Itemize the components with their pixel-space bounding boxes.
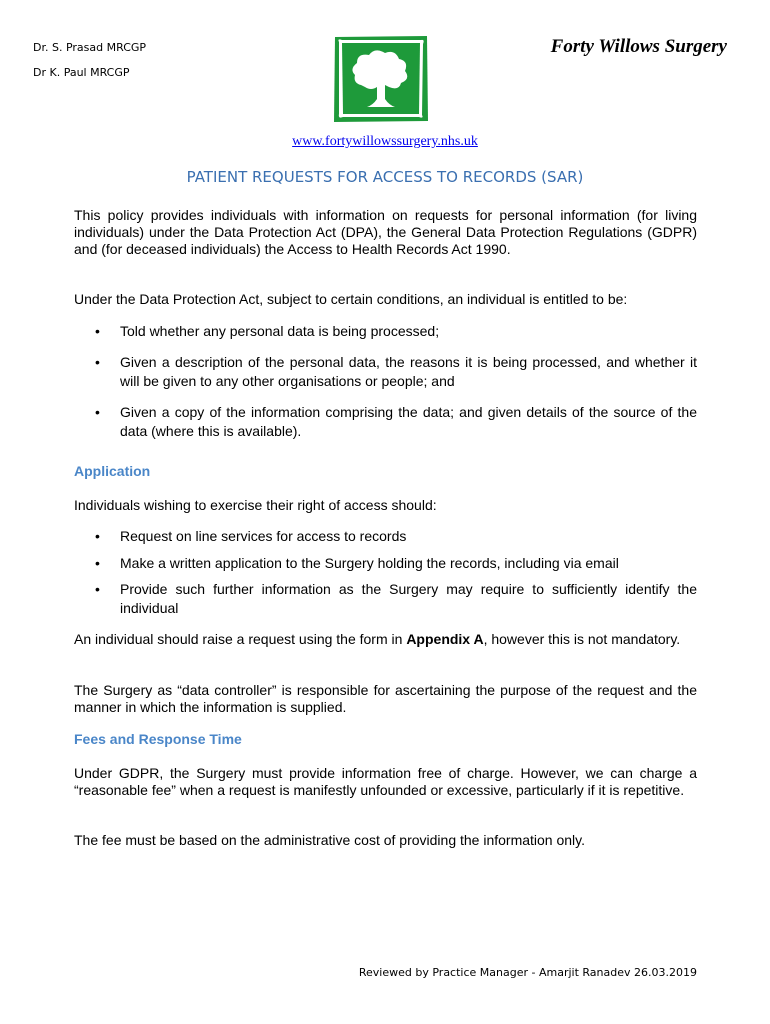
dpa-bullet-list xyxy=(74,322,697,441)
bullet-icon: • xyxy=(95,581,100,597)
list-item: • Request on line services for access to records xyxy=(95,528,407,544)
list-item: • Provide such further information as the Surgery may require to sufficiently identify the individual xyxy=(95,581,697,616)
page-title: PATIENT REQUESTS FOR ACCESS TO RECORDS (SAR) xyxy=(186,168,584,186)
fee-basis-paragraph: The fee must be based on the administrative cost of providing the information only. xyxy=(74,832,586,848)
bullet-icon: • xyxy=(95,404,100,420)
application-intro: Individuals wishing to exercise their right of access should: xyxy=(74,497,437,513)
appendix-reference: Appendix A xyxy=(406,631,484,647)
review-footer: Reviewed by Practice Manager - Amarjit Ranadev 26.03.2019 xyxy=(358,966,697,979)
intro-paragraph: This policy provides individuals with information on requests for personal information (for living individuals) under the Data Protection Act (DPA), the General Data Protection Regulations (GDPR) and (for deceased individuals) the Access to Health Records Act 1990. xyxy=(74,207,697,257)
tree-logo-icon xyxy=(331,33,431,125)
application-bullet-list xyxy=(74,527,697,618)
doctor-name-1: Dr. S. Prasad MRCGP xyxy=(33,41,147,54)
bullet-icon: • xyxy=(95,354,100,370)
list-item: • Make a written application to the Surgery holding the records, including via email xyxy=(95,555,619,571)
appendix-paragraph: An individual should raise a request using the form in Appendix A, however this is not mandatory. xyxy=(74,631,681,647)
data-controller-paragraph: The Surgery as “data controller” is responsible for ascertaining the purpose of the request and the manner in which the information is supplied. xyxy=(74,682,697,715)
gdpr-fee-paragraph: Under GDPR, the Surgery must provide information free of charge. However, we can charge a “reasonable fee” when a request is manifestly unfounded or excessive, particularly if it is repetitive. xyxy=(74,765,697,798)
dpa-intro: Under the Data Protection Act, subject to certain conditions, an individual is entitled to be: xyxy=(74,291,628,307)
list-item: • Told whether any personal data is being processed; xyxy=(95,323,440,339)
bullet-icon: • xyxy=(95,528,100,544)
website-link[interactable]: www.fortywillowssurgery.nhs.uk xyxy=(292,134,478,149)
application-heading: Application xyxy=(74,463,151,479)
bullet-icon: • xyxy=(95,555,100,571)
surgery-name: Forty Willows Surgery xyxy=(550,36,727,57)
fees-heading: Fees and Response Time xyxy=(74,731,242,747)
bullet-icon: • xyxy=(95,323,100,339)
list-item: • Given a copy of the information comprising the data; and given details of the source of the data (where this is available). xyxy=(95,404,697,439)
doctor-name-2: Dr K. Paul MRCGP xyxy=(33,66,130,79)
list-item: • Given a description of the personal data, the reasons it is being processed, and whether it will be given to any other organisations or people; and xyxy=(95,354,697,389)
